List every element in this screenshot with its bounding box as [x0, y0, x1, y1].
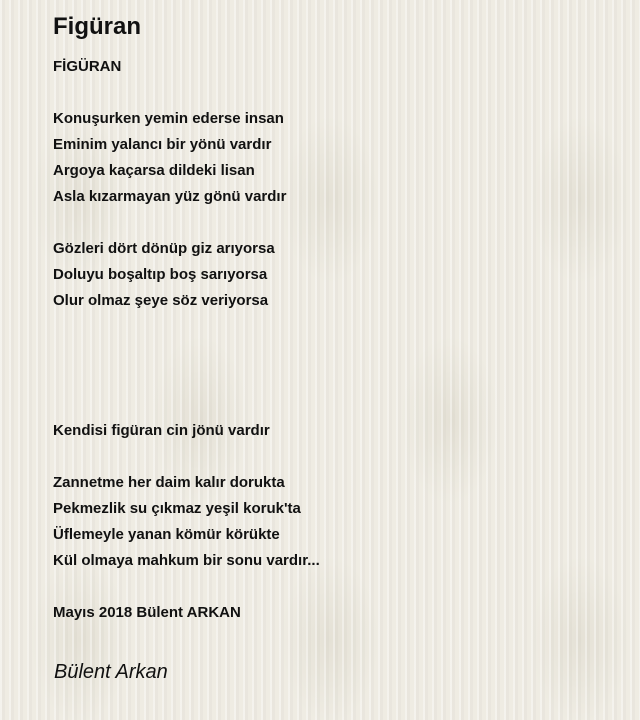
- poem-line: Doluyu boşaltıp boş sarıyorsa: [53, 266, 268, 283]
- poem-blank-line: [53, 80, 320, 106]
- poem-blank-line: [53, 314, 320, 340]
- poem-blank-line: [53, 392, 320, 418]
- poem-blank-line: [53, 444, 320, 470]
- poem-blank-line: [53, 366, 320, 392]
- poem-line: Üflemeyle yanan kömür körükte: [53, 526, 280, 543]
- poem-line: Pekmezlik su çıkmaz yeşil koruk'ta: [53, 500, 301, 517]
- poem-line: Kül olmaya mahkum bir sonu vardır...: [53, 552, 320, 569]
- poem-line: Mayıs 2018 Bülent ARKAN: [53, 604, 241, 621]
- author-signature: Bülent Arkan: [54, 661, 168, 683]
- poem-line: Olur olmaz şeye söz veriyorsa: [53, 292, 269, 309]
- poem-line: FİGÜRAN: [53, 58, 122, 75]
- poem-line: Konuşurken yemin ederse insan: [53, 110, 284, 127]
- poem-line: Kendisi figüran cin jönü vardır: [53, 422, 270, 439]
- poem-blank-line: [53, 574, 320, 600]
- poem-line: Zannetme her daim kalır dorukta: [53, 474, 285, 491]
- poem-body: [53, 54, 320, 626]
- poem-line: Asla kızarmayan yüz gönü vardır: [53, 188, 287, 205]
- page-title: Figüran: [53, 13, 141, 40]
- poem-blank-line: [53, 340, 320, 366]
- poem-line: Eminim yalancı bir yönü vardır: [53, 136, 272, 153]
- poem-line: Argoya kaçarsa dildeki lisan: [53, 162, 255, 179]
- poem-blank-line: [53, 210, 320, 236]
- poem-line: Gözleri dört dönüp giz arıyorsa: [53, 240, 275, 257]
